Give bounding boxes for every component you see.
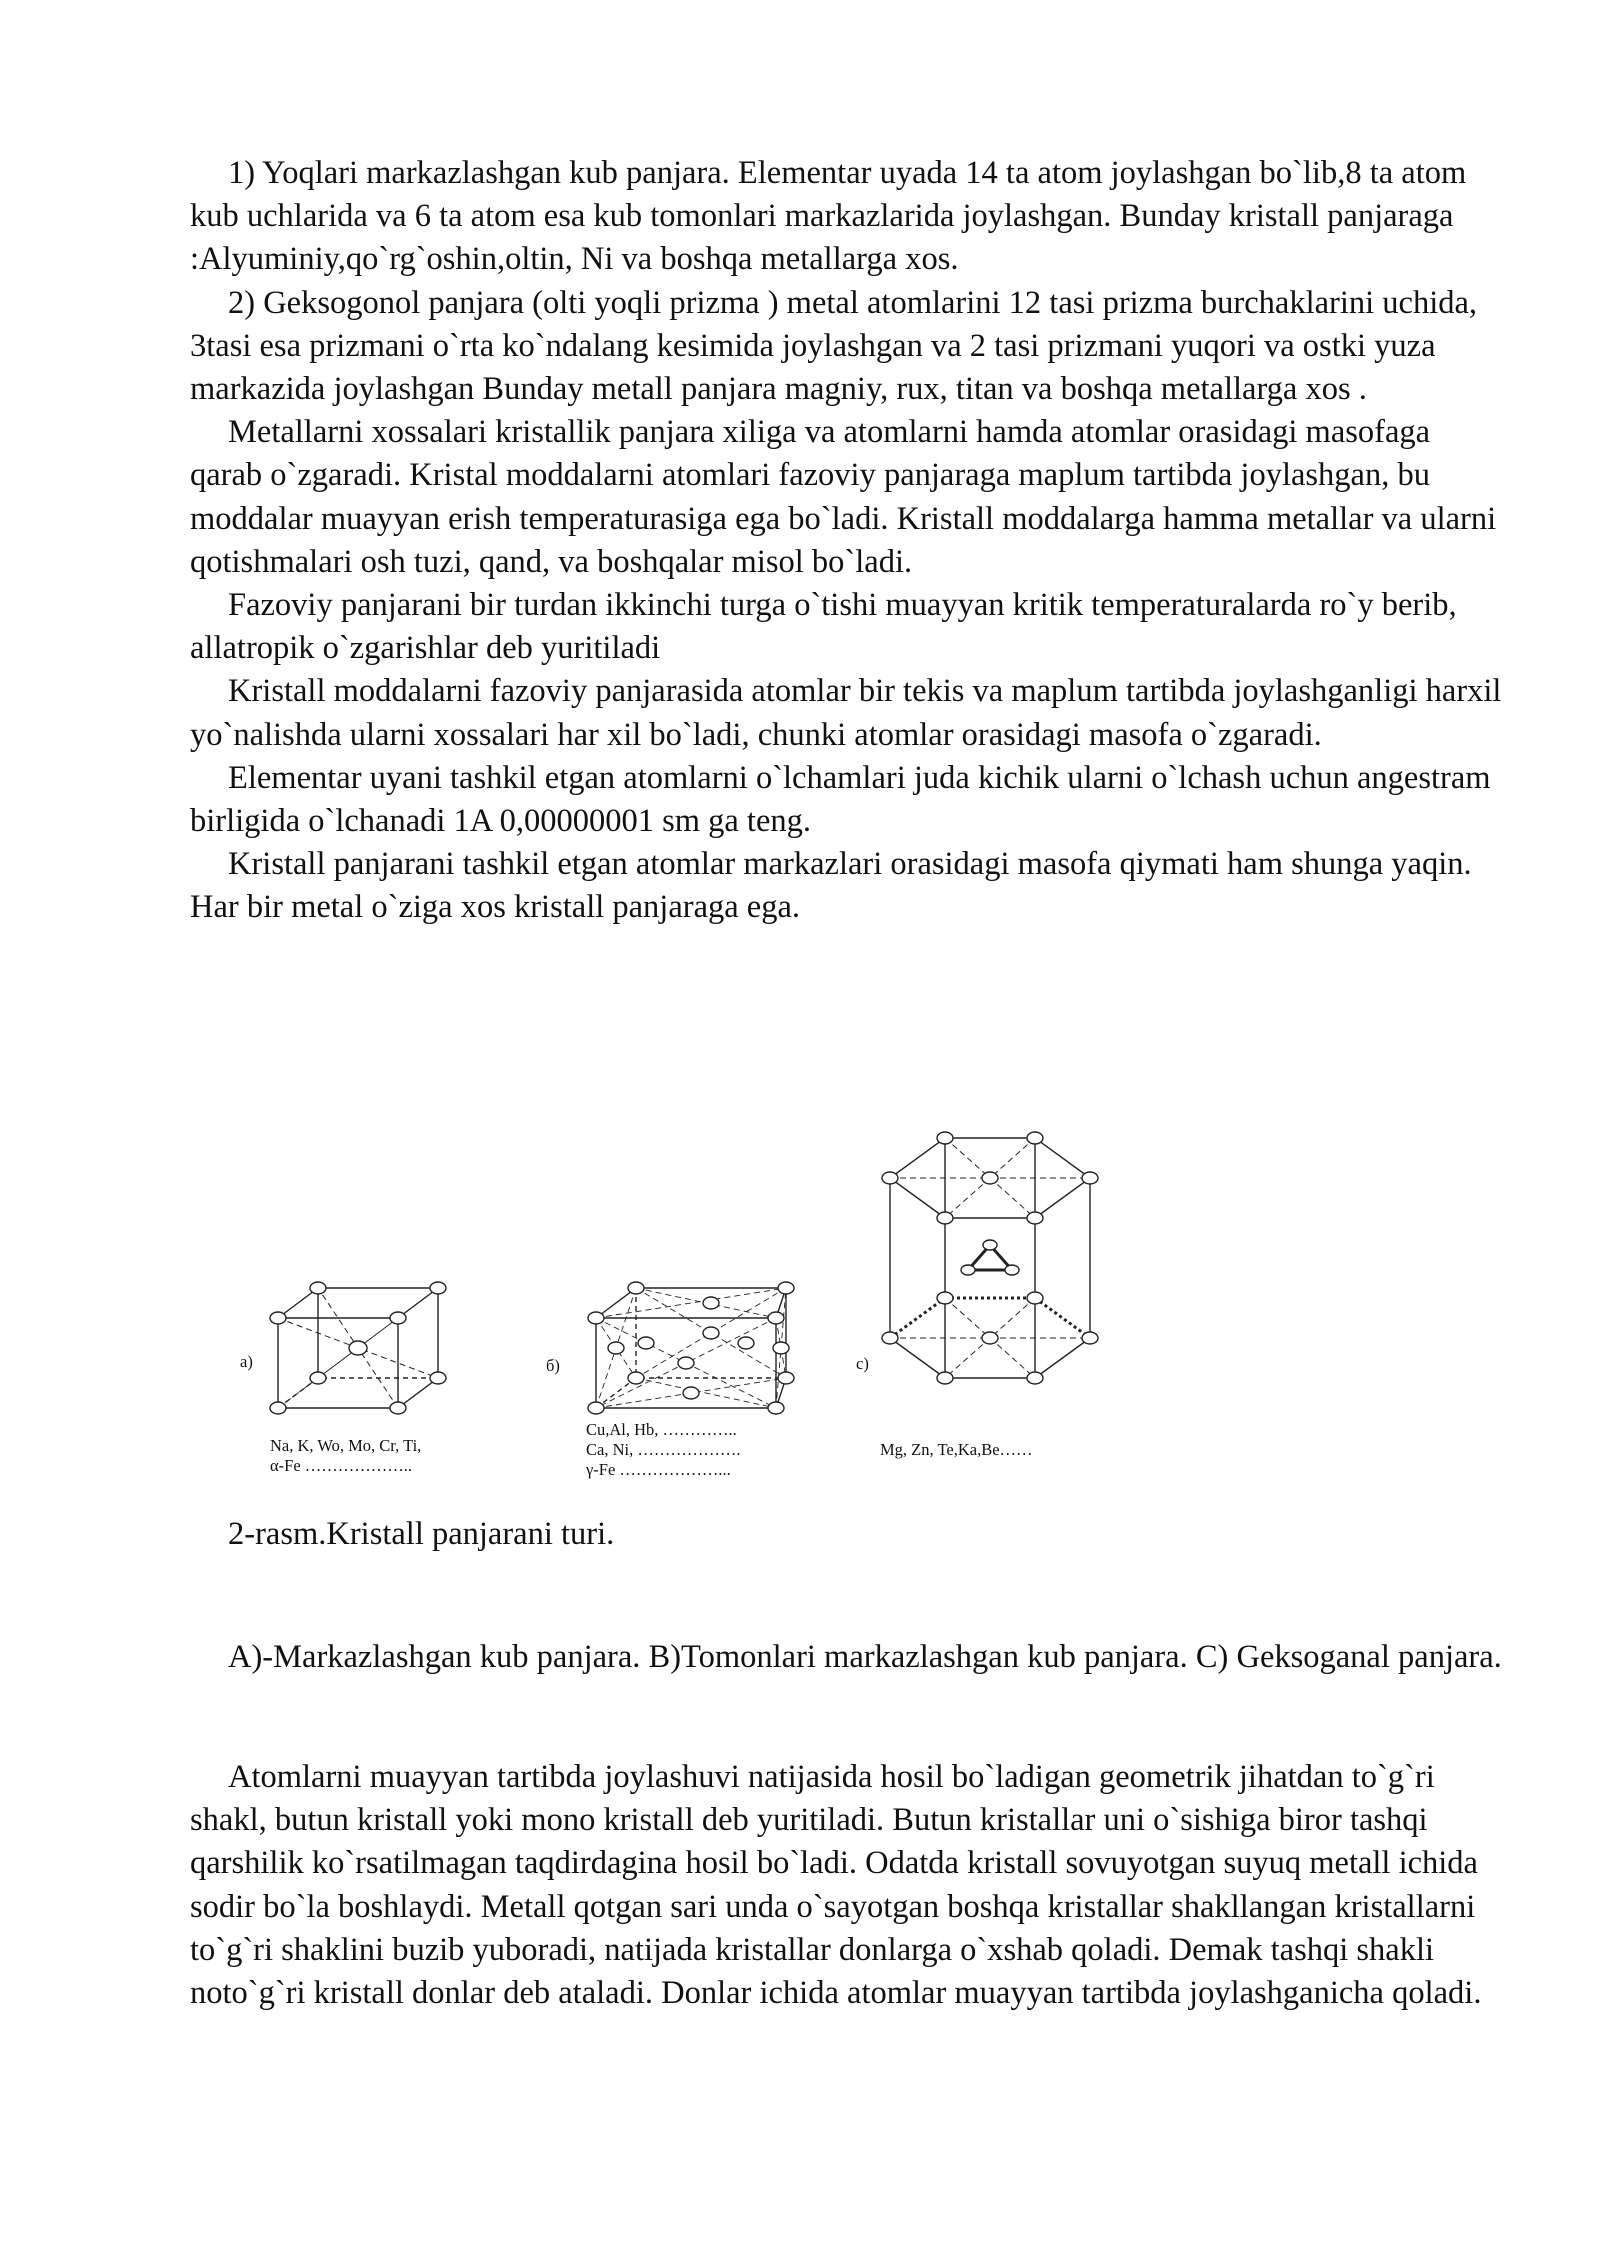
caption-c [880,1440,1033,1460]
figure-caption: 2-rasm.Kristall panjarani turi. [228,1516,615,1552]
caption-c-line1: Mg, Zn, Te,Ka,Be…… [880,1440,1033,1459]
caption-b-line3 [586,1460,740,1480]
lattice-figure [230,1140,1130,1500]
alpha-symbol: α [270,1456,279,1475]
paragraph-properties: Metallarni xossalari kristallik panjara xiliga va atomlarni hamda atomlar orasidagi masofaga qarab o`zgaradi. Kristal moddalarni atomlari fazoviy panjaraga maplum tartibda joylashgan, bu moddalar muayyan erish temperaturasiga ega bo`ladi. Kristall moddalarga hamma metallar va ularni qotishmalari osh tuzi, qand, va boshqalar misol bo`ladi. [190,414,1497,580]
hcp-lattice [882,1132,1098,1384]
paragraph-allotropic: Fazoviy panjarani bir turdan ikkinchi turga o`tishi muayyan kritik temperaturalarda ro`y berib, allatropik o`zgarishlar deb yuritiladi [190,587,1457,667]
legend-text: A)-Markazlashgan kub panjara. B)Tomonlari markazlashgan kub panjara. C) Geksoganal panjara. [228,1639,1502,1675]
caption-a [270,1436,421,1476]
label-b: б) [546,1356,560,1375]
figure-legend [190,1636,1510,1679]
caption-b [586,1420,740,1480]
body-text [190,152,1510,930]
label-c: c) [856,1354,869,1373]
caption-a-line2-text: -Fe ……………….. [278,1456,413,1475]
label-a: a) [240,1352,253,1371]
caption-a-line1: Na, K, Wo, Mo, Cr, Ti, [270,1436,422,1455]
paragraph-distance: Kristall panjarani tashkil etgan atomlar markazlari orasidagi masofa qiymati ham shunga yaqin. Har bir metal o`ziga xos kristall panjaraga ega. [190,846,1472,926]
fcc-lattice [588,1282,794,1414]
paragraph-fcc: 1) Yoqlari markazlashgan kub panjara. Elementar uyada 14 ta atom joylashgan bo`lib,8 ta atom kub uchlarida va 6 ta atom esa kub tomonlari markazlarida joylashgan. Bunday kristall panjaraga :Alyuminiy,qo`rg`oshin,oltin, Ni va boshqa metallarga xos. [190,155,1467,278]
paragraph-monocrystal: Atomlarni muayyan tartibda joylashuvi natijasida hosil bo`ladigan geometrik jihatdan to`g`ri shakl, butun kristall yoki mono kristall deb yuritiladi. Butun kristallar uni o`sishiga biror tashqi qarshilik ko`rsatilmagan taqdirdagina hosil bo`ladi. Odatda kristall sovuyotgan suyuq metall ichida sodir bo`la boshlaydi. Metall qotgan sari unda o`sayotgan boshqa kristallar shakllangan kristallarni to`g`ri shaklini buzib yuboradi, natijada kristallar donlarga o`xshab qoladi. Demak tashqi shakli noto`g`ri kristall donlar deb ataladi. Donlar ichida atomlar muayyan tartibda joylashganicha qoladi. [190,1759,1482,2012]
caption-a-line2 [270,1456,421,1476]
caption-b-line2: Ca, Ni, ………………. [586,1440,741,1459]
caption-b-line1: Cu,Al, Hb, ………….. [586,1420,737,1439]
bcc-lattice [270,1282,446,1414]
paragraph-angstrom: Elementar uyani tashkil etgan atomlarni o`lchamlari juda kichik ularni o`lchash uchun angestram birligida o`lchanadi 1A 0,00000001 sm ga teng. [190,759,1491,840]
paragraph-hexagonal: 2) Geksogonol panjara (olti yoqli prizma ) metal atomlarini 12 tasi prizma burchaklarini uchida, 3tasi esa prizmani o`rta ko`ndalang kesimida joylashgan va 2 tasi prizmani yuqori va ostki yuza markazida joylashgan Bunday metall panjara magniy, rux, titan va boshqa metallarga xos . [190,284,1478,408]
paragraph-anisotropy: Kristall moddalarni fazoviy panjarasida atomlar bir tekis va maplum tartibda joylashganligi harxil yo`nalishda ularni xossalari har xil bo`ladi, chunki atomlar orasidagi masofa o`zgaradi. [190,673,1502,753]
caption-b-line3-text: -Fe ………………... [593,1460,731,1479]
final-section [190,1756,1510,2015]
gamma-symbol: γ [586,1460,594,1479]
